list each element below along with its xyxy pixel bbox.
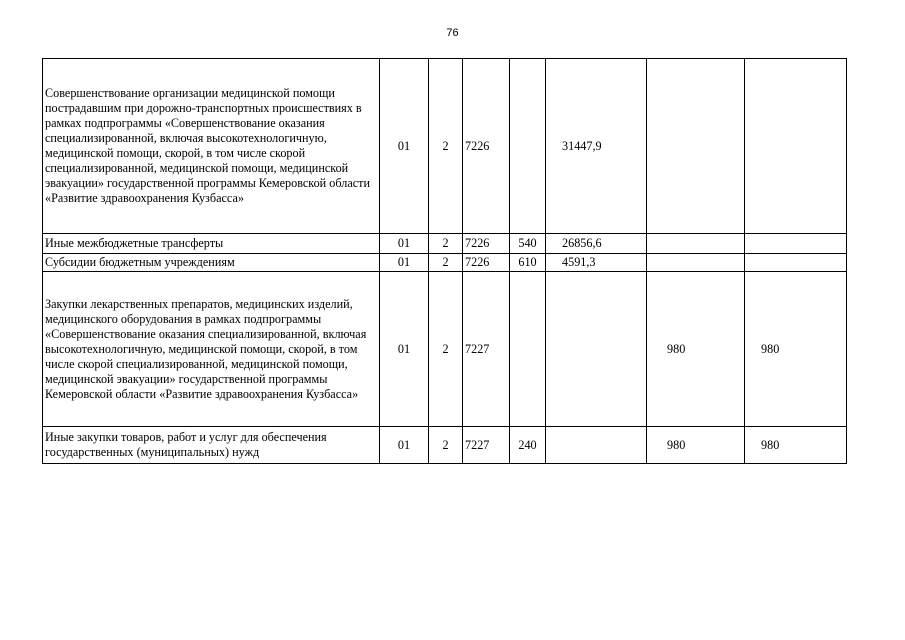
amount-year-3: 980 [745,272,847,427]
expense-type-code [510,272,546,427]
section-code: 01 [380,234,429,254]
row-description: Иные закупки товаров, работ и услуг для обеспечения государственных (муниципальных) нужд [43,427,380,464]
table-row [43,59,847,234]
expense-type-code: 240 [510,427,546,464]
amount-year-2 [647,234,745,254]
amount-year-2: 980 [647,427,745,464]
amount-year-3 [745,59,847,234]
subsection-code: 2 [429,254,463,272]
direction-code: 7227 [463,427,510,464]
table-row [43,272,847,427]
direction-code: 7227 [463,272,510,427]
expense-type-code [510,59,546,234]
amount-year-1 [546,272,647,427]
amount-year-1: 26856,6 [546,234,647,254]
amount-year-1: 4591,3 [546,254,647,272]
expense-type-code: 610 [510,254,546,272]
table-row [43,427,847,464]
amount-year-2: 980 [647,272,745,427]
row-description: Иные межбюджетные трансферты [43,234,380,254]
direction-code: 7226 [463,254,510,272]
section-code: 01 [380,427,429,464]
table-row [43,254,847,272]
budget-table [42,58,847,464]
expense-type-code: 540 [510,234,546,254]
subsection-code: 2 [429,59,463,234]
table-row [43,234,847,254]
subsection-code: 2 [429,427,463,464]
amount-year-3 [745,234,847,254]
amount-year-1: 31447,9 [546,59,647,234]
amount-year-3: 980 [745,427,847,464]
subsection-code: 2 [429,272,463,427]
amount-year-2 [647,59,745,234]
row-description: Закупки лекарственных препаратов, медицинских изделий, медицинского оборудования в рамках подпрограммы «Совершенствование оказания специализированной, включая высокотехнологичную, медицинской помощи, скорой, в том числе скорой специализированной, медицинской помощи, медицинской эвакуации» государственной программы Кемеровской области «Развитие здравоохранения Кузбасса» [43,272,380,427]
amount-year-1 [546,427,647,464]
subsection-code: 2 [429,234,463,254]
row-description: Совершенствование организации медицинской помощи пострадавшим при дорожно-транспортных происшествиях в рамках подпрограммы «Совершенствование оказания специализированной, включая высокотехнологичную, медицинской помощи, скорой, в том числе скорой специализированной, медицинской помощи, медицинской эвакуации» государственной программы Кемеровской области «Развитие здравоохранения Кузбасса» [43,59,380,234]
row-description: Субсидии бюджетным учреждениям [43,254,380,272]
section-code: 01 [380,254,429,272]
direction-code: 7226 [463,59,510,234]
amount-year-2 [647,254,745,272]
section-code: 01 [380,59,429,234]
page-number: 76 [446,27,459,39]
direction-code: 7226 [463,234,510,254]
amount-year-3 [745,254,847,272]
section-code: 01 [380,272,429,427]
